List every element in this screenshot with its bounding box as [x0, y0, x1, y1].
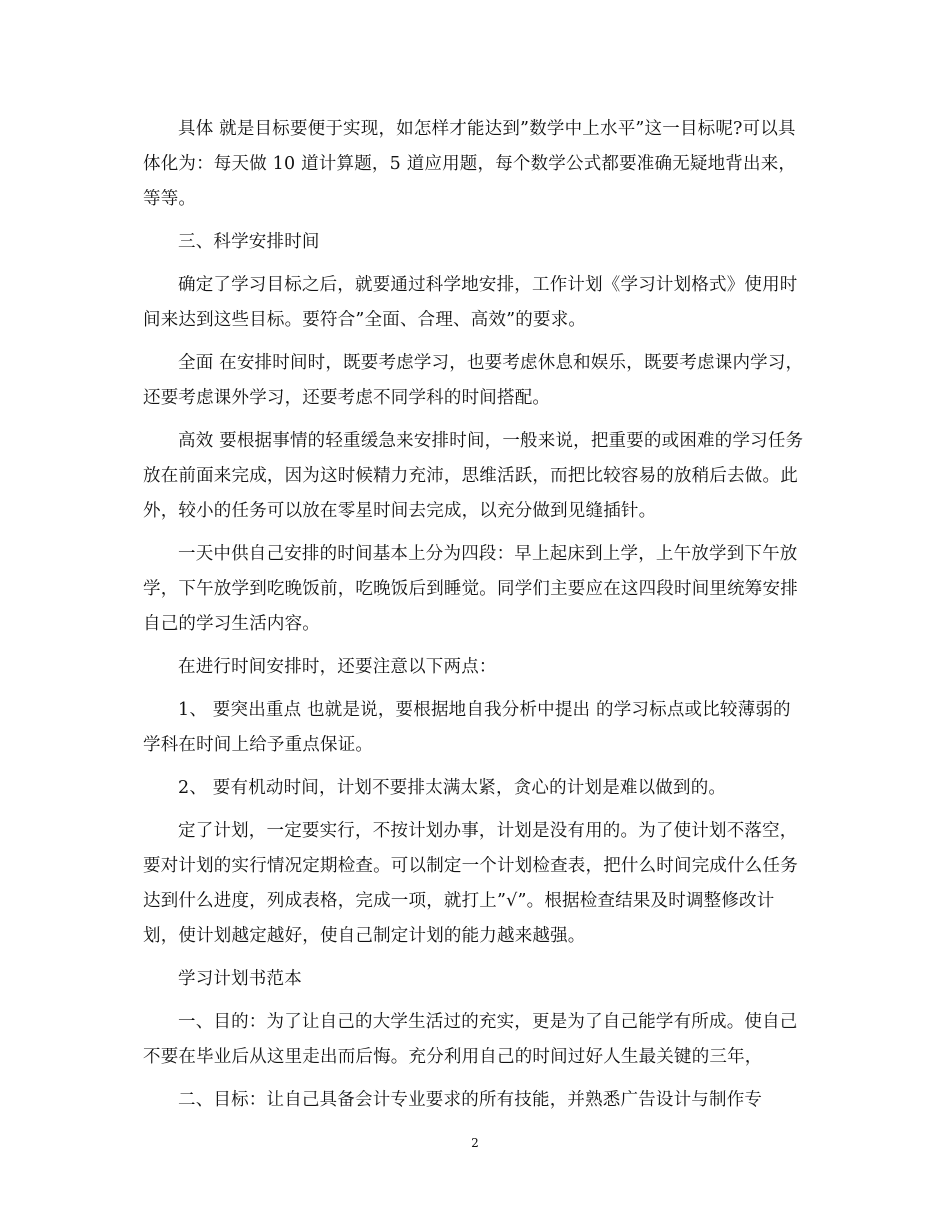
list-item: 1、 要突出重点 也就是说，要根据地自我分析中提出 的学习标点或比较薄弱的学科在时间上给予重点保证。	[143, 700, 791, 755]
paragraph: 一、目的：为了让自己的大学生活过的充实，更是为了自己能学有所成。使自己不要在毕业后从这里走出而后悔。充分利用自己的时间过好人生最关键的三年，	[143, 1012, 798, 1067]
list-item: 2、 要有机动时间，计划不要排太满太紧，贪心的计划是难以做到的。	[178, 778, 727, 798]
paragraph: 高效 要根据事情的轻重缓急来安排时间，一般来说，把重要的或困难的学习任务放在前面来完成，因为这时候精力充沛，思维活跃，而把比较容易的放稍后去做。此外，较小的任务可以放在零星时间去完成，以充分做到见缝插针。	[143, 431, 804, 521]
paragraph: 二、目标：让自己具备会计专业要求的所有技能，并熟悉广告设计与制作专	[178, 1090, 763, 1110]
section-heading: 学习计划书范本	[178, 969, 302, 989]
paragraph: 确定了学习目标之后，就要通过科学地安排，工作计划《学习计划格式》使用时间来达到这些目标。要符合”全面、合理、高效”的要求。	[143, 275, 798, 330]
section-heading: 三、科学安排时间	[178, 232, 320, 252]
paragraph: 具体 就是目标要便于实现，如怎样才能达到”数学中上水平”这一目标呢?可以具体化为：每天做 10 道计算题，5 道应用题，每个数学公式都要准确无疑地背出来，等等。	[143, 119, 797, 209]
page-number: 2	[471, 1136, 479, 1150]
paragraph: 一天中供自己安排的时间基本上分为四段：早上起床到上学，上午放学到下午放学，下午放学到吃晚饭前，吃晚饭后到睡觉。同学们主要应在这四段时间里统筹安排自己的学习生活内容。	[143, 544, 798, 634]
body-text	[143, 112, 808, 1126]
paragraph: 在进行时间安排时，还要注意以下两点：	[178, 657, 497, 677]
paragraph: 全面 在安排时间时，既要考虑学习，也要考虑休息和娱乐，既要考虑课内学习，还要考虑课外学习，还要考虑不同学科的时间搭配。	[143, 353, 804, 408]
paragraph: 定了计划，一定要实行，不按计划办事，计划是没有用的。为了使计划不落空，要对计划的实行情况定期检查。可以制定一个计划检查表，把什么时间完成什么任务达到什么进度，列成表格，完成一项，就打上”√”。根据检查结果及时调整修改计划，使计划越定越好，使自己制定计划的能力越来越强。	[143, 821, 798, 946]
